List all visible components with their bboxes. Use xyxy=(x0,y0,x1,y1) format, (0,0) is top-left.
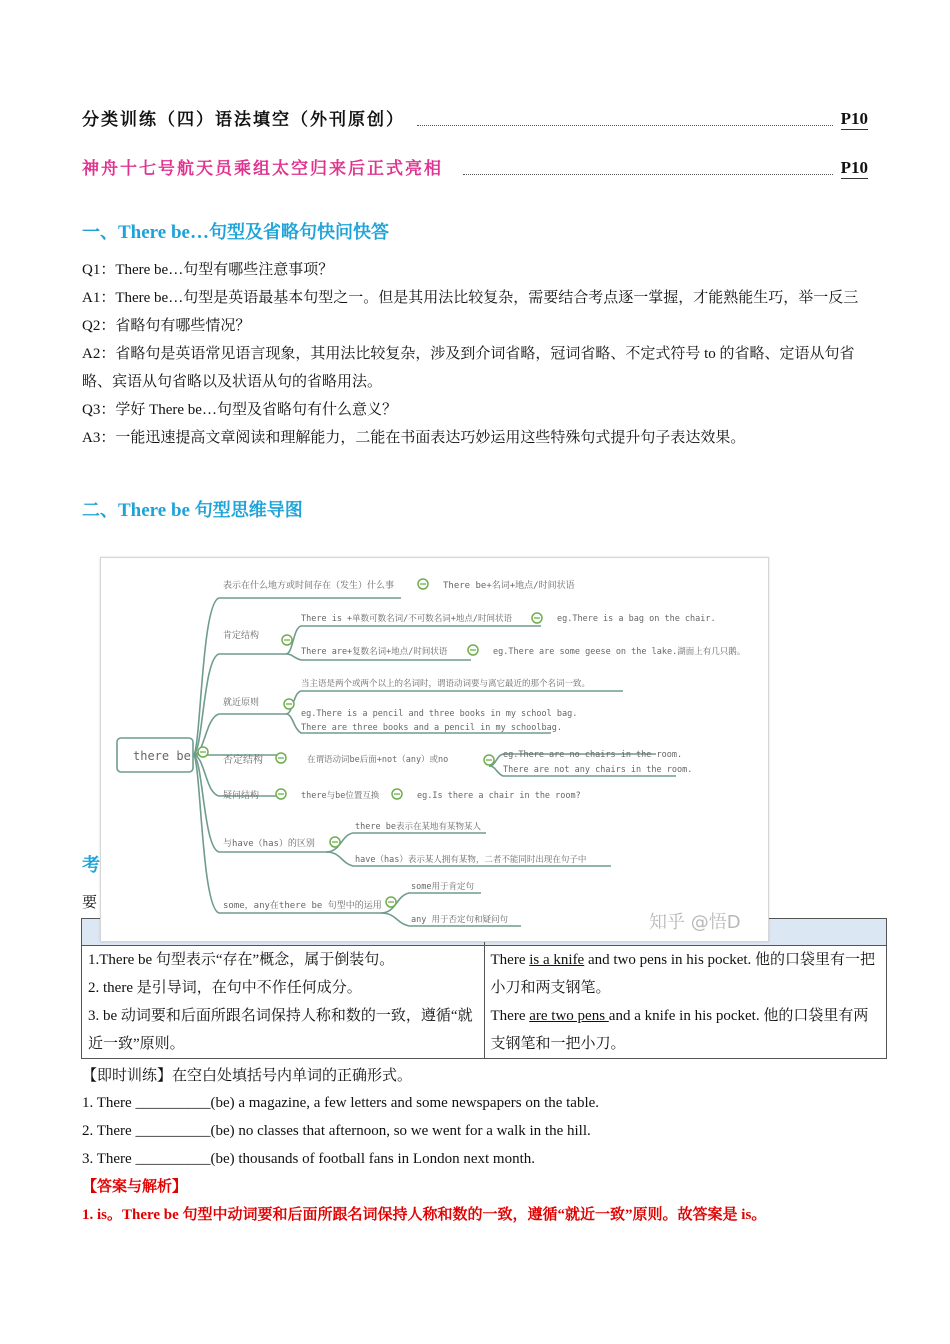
mindmap-image xyxy=(100,557,769,942)
qa-line: Q1：There be…句型有哪些注意事项？ xyxy=(82,262,334,278)
mindmap-leaf: have（has）表示某人拥有某物，二者不能同时出现在句子中 xyxy=(355,855,587,865)
mindmap-branch: 就近原则 xyxy=(223,698,260,708)
example-line xyxy=(491,1002,881,1058)
section-prefix: 一、 xyxy=(82,222,118,243)
hidden-text-fragment: 要 xyxy=(82,895,98,911)
mindmap-root: there be xyxy=(133,749,191,763)
mindmap-leaf: there与be位置互换 xyxy=(301,791,380,801)
mindmap-branch: 肯定结构 xyxy=(223,631,260,641)
mindmap-leaf: eg.There are some geese on the lake.湖面上有几只鹅。 xyxy=(493,647,746,657)
toc-page: P10 xyxy=(840,158,868,177)
practice-intro: 【即时训练】在空白处填括号内单词的正确形式。 xyxy=(82,1068,413,1084)
section-prefix: 二、 xyxy=(82,500,118,521)
mindmap-leaf: There is +单数可数名词/不可数名词+地点/时间状语 xyxy=(301,614,513,624)
toc-page: P10 xyxy=(840,109,868,128)
qa-line: Q2：省略句有哪些情况？ xyxy=(82,318,251,334)
mindmap-branch: 否定结构 xyxy=(223,755,263,766)
qa-line: A3：一能迅速提高文章阅读和理解能力，二能在书面表达巧妙运用这些特殊句式提升句子表达效果。 xyxy=(82,430,746,446)
toc-title: 神舟十七号航天员乘组太空归来后正式亮相 xyxy=(82,159,443,179)
rule-line: 1.There be 句型表示“存在”概念，属于倒装句。 xyxy=(88,952,395,968)
practice-item: 3. There __________(be) thousands of football fans in London next month. xyxy=(82,1151,535,1167)
toc-entry[interactable] xyxy=(82,155,868,179)
mindmap-leaf: some用于肯定句 xyxy=(411,882,474,892)
mindmap-leaf: There are not any chairs in the room. xyxy=(503,765,693,775)
mindmap-leaf: 当主语是两个或两个以上的名词时，谓语动词要与离它最近的那个名词一致。 xyxy=(301,679,591,689)
example-post: and a knife in his pocket. 他的口袋里有两支钢笔和一把小刀。 xyxy=(490,1008,869,1052)
toc-leader xyxy=(463,174,833,175)
example-line xyxy=(491,946,881,1002)
example-post: and two pens in his pocket. 他的口袋里有一把小刀和两支钢笔。 xyxy=(490,952,876,996)
mindmap-branch: some，any在there be 句型中的运用 xyxy=(223,901,382,911)
mindmap-edge xyxy=(193,755,381,913)
mindmap-branch: 与have（has）的区别 xyxy=(223,839,315,849)
table-cell-rules xyxy=(82,946,485,1059)
mindmap-svg xyxy=(101,558,768,941)
answer-heading: 【答案与解析】 xyxy=(82,1179,188,1195)
qa-line: A1：There be…句型是英语最基本句型之一。但是其用法比较复杂，需要结合考点逐一掌握，才能熟能生巧，举一反三 xyxy=(82,290,859,306)
practice-item: 2. There __________(be) no classes that afternoon, so we went for a walk in the hill. xyxy=(82,1123,591,1139)
section-title-en: There be… xyxy=(118,222,209,243)
rule-line: 3. be 动词要和后面所跟名词保持人称和数的一致，遵循“就近一致”原则。 xyxy=(88,1008,473,1052)
mindmap-leaf: there be表示在某地有某物某人 xyxy=(355,822,481,832)
mindmap-leaf: There are three books and a pencil in my schoolbag. xyxy=(301,723,562,733)
qa-line: Q3：学好 There be…句型及省略句有什么意义？ xyxy=(82,402,397,418)
example-underlined: is a knife xyxy=(529,952,585,968)
mindmap-leaf: 在谓语动词be后面+not（any）或no xyxy=(307,755,449,765)
mindmap-branch: 疑问结构 xyxy=(223,791,260,801)
mindmap-edge xyxy=(326,833,486,852)
section-title-cn: 句型及省略句快问快答 xyxy=(208,222,389,243)
mindmap-leaf: eg.There is a pencil and three books in my school bag. xyxy=(301,709,578,719)
table-cell-examples xyxy=(484,946,887,1059)
section-heading xyxy=(82,496,303,522)
hidden-heading-fragment: 考 xyxy=(82,855,100,876)
example-pre: There xyxy=(490,952,530,968)
rule-line: 2. there 是引导词，在句中不作任何成分。 xyxy=(88,980,362,996)
section-heading xyxy=(82,218,389,244)
toc-leader xyxy=(417,125,833,126)
example-pre: There xyxy=(490,1008,530,1024)
section-title-en: There be xyxy=(118,500,195,521)
mindmap-leaf: There be+名词+地点/时间状语 xyxy=(443,581,575,591)
practice-item: 1. There __________(be) a magazine, a few letters and some newspapers on the table. xyxy=(82,1095,600,1111)
answer-text: 1. is。There be 句型中动词要和后面所跟名词保持人称和数的一致，遵循“就近一致”原则。故答案是 is。 xyxy=(82,1207,767,1223)
watermark: 知乎 @悟D xyxy=(649,912,741,933)
mindmap-leaf: eg.There is a bag on the chair. xyxy=(557,614,716,624)
toc-entry[interactable] xyxy=(82,106,868,130)
mindmap-branch: 表示在什么地方或时间存在（发生）什么事 xyxy=(223,581,395,591)
example-underlined: are two pens xyxy=(529,1008,609,1024)
section-title-cn: 句型思维导图 xyxy=(194,500,303,521)
mindmap-leaf: There are+复数名词+地点/时间状语 xyxy=(301,647,448,657)
qa-line: A2：省略句是英语常见语言现象，其用法比较复杂，涉及到介词省略，冠词省略、不定式符号 to 的省略、定语从句省略、宾语从句省略以及状语从句的省略用法。 xyxy=(82,346,855,390)
mindmap-edge xyxy=(193,755,326,852)
toc-title: 分类训练（四）语法填空（外刊原创） xyxy=(82,110,405,130)
qa-block xyxy=(82,256,882,452)
mindmap-leaf: eg.There are no chairs in the room. xyxy=(503,750,683,760)
mindmap-leaf: any 用于否定句和疑问句 xyxy=(411,915,508,925)
mindmap-leaf: eg.Is there a chair in the room? xyxy=(417,791,581,801)
